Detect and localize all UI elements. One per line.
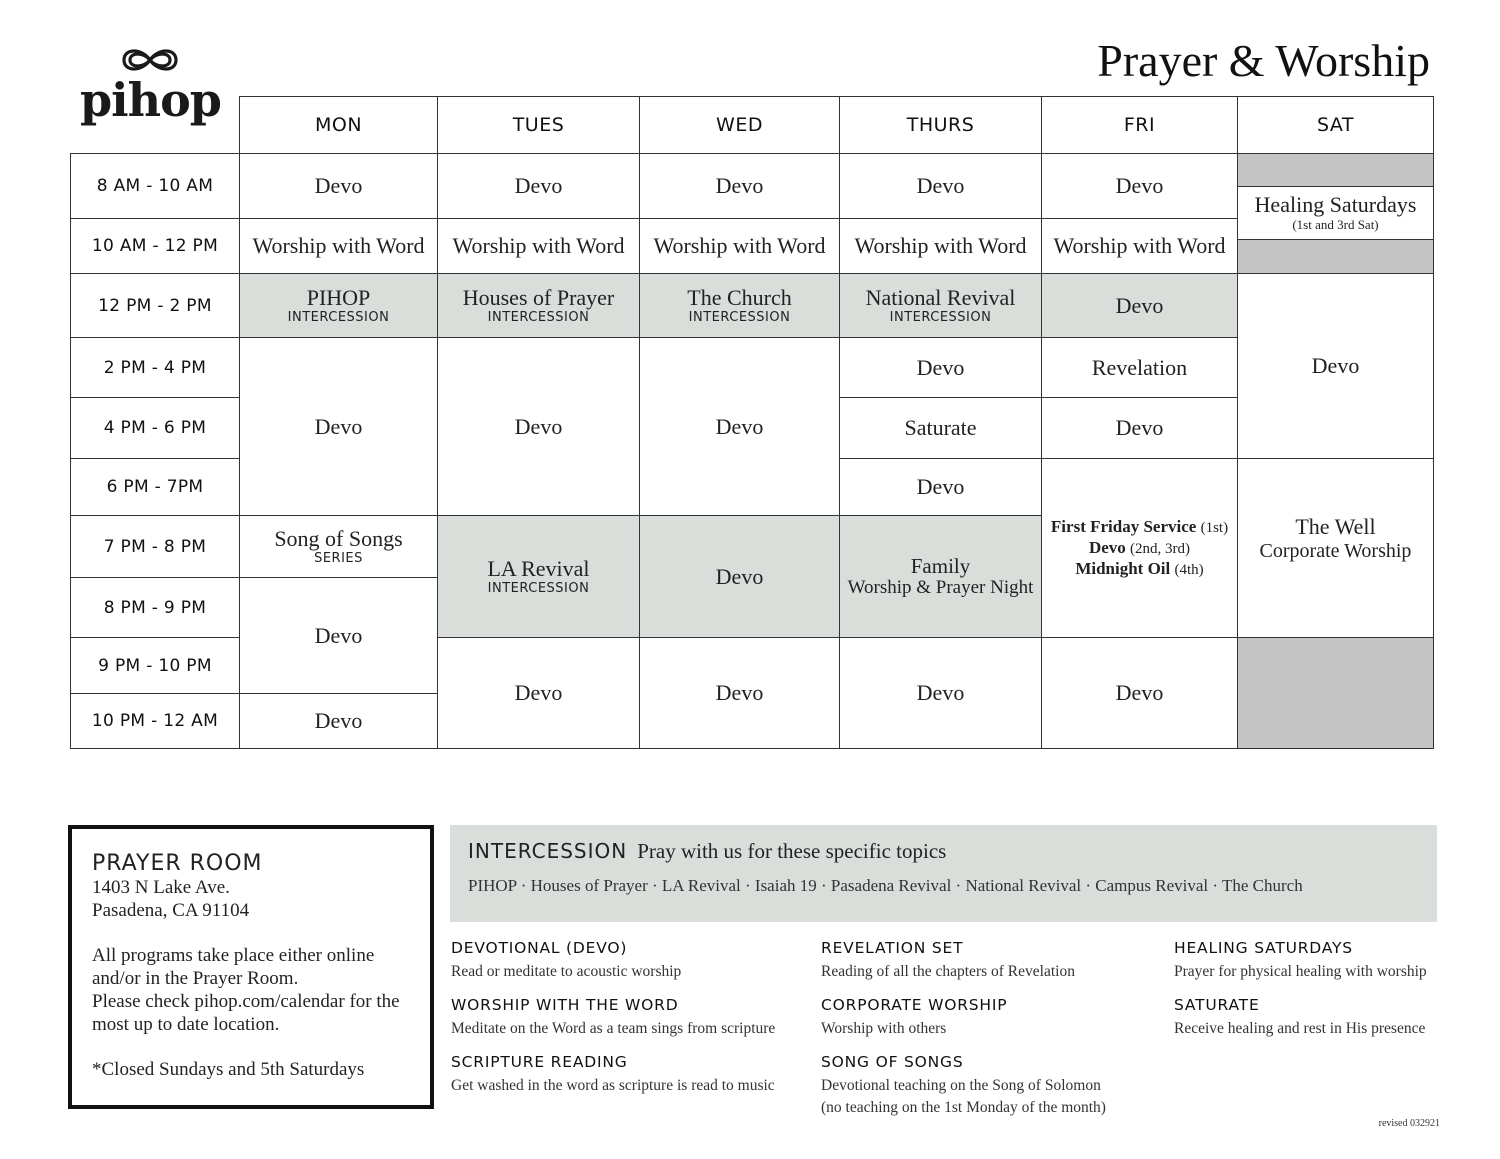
program-subtitle: INTERCESSION (287, 310, 390, 325)
definition-item (1174, 939, 1464, 983)
closed-block (1237, 239, 1434, 274)
program-title: Midnight Oil (1075, 558, 1171, 578)
program-cell-mon-10am: Worship with Word (239, 218, 438, 274)
time-slot: 2 PM - 4 PM (70, 337, 240, 398)
time-slot: 10 PM - 12 AM (70, 693, 240, 749)
day-header-sat: SAT (1237, 96, 1434, 154)
program-cell-thu-12pm (839, 273, 1042, 338)
program-cell-fri-10am: Worship with Word (1041, 218, 1238, 274)
program-subtitle: INTERCESSION (889, 310, 992, 325)
program-title: Family (910, 553, 971, 578)
definition-title: CORPORATE WORSHIP (821, 996, 1008, 1014)
definition-desc: Reading of all the chapters of Revelation (821, 963, 1075, 980)
info-line: most up to date location. (92, 1014, 280, 1035)
info-line: All programs take place either online (92, 945, 375, 966)
program-title-line2: Worship & Prayer Night (847, 576, 1034, 598)
program-cell-tue-8am: Devo (437, 153, 640, 219)
time-slot: 10 AM - 12 PM (70, 218, 240, 274)
devo-line (1089, 538, 1190, 559)
time-slot: 8 AM - 10 AM (70, 153, 240, 219)
intercession-title: INTERCESSION (468, 839, 628, 863)
definition-desc: Meditate on the Word as a team sings from scripture (451, 1020, 776, 1037)
program-cell-fri-2pm: Revelation (1041, 337, 1238, 398)
intercession-topics: PIHOP · Houses of Prayer · LA Revival · Isaiah 19 · Pasadena Revival · National Revival · Campus Revival · The Church (468, 876, 1303, 895)
first-friday-line (1051, 517, 1228, 538)
definition-item (451, 1053, 811, 1097)
day-header-wed: WED (639, 96, 840, 154)
program-cell-wed-7pm: Devo (639, 515, 840, 638)
time-slot: 7 PM - 8 PM (70, 515, 240, 578)
program-title: First Friday Service (1050, 516, 1197, 536)
program-title: Healing Saturdays (1254, 192, 1417, 217)
info-line: Please check pihop.com/calendar for the (92, 991, 400, 1012)
program-cell-fri-8am: Devo (1041, 153, 1238, 219)
time-slot: 6 PM - 7PM (70, 458, 240, 516)
program-cell-tue-2pm: Devo (437, 337, 640, 516)
definition-title: REVELATION SET (821, 939, 964, 957)
closed-block (1237, 153, 1434, 187)
prayer-room-title: PRAYER ROOM (92, 851, 263, 876)
program-note: (4th) (1174, 561, 1204, 578)
definition-item (1174, 996, 1464, 1040)
closed-note: *Closed Sundays and 5th Saturdays (92, 1059, 365, 1080)
definition-item (821, 1053, 1181, 1119)
definition-title: SONG OF SONGS (821, 1053, 964, 1071)
program-cell-fri-9pm: Devo (1041, 637, 1238, 749)
program-title: Houses of Prayer (462, 285, 615, 310)
definition-desc-line2: (no teaching on the 1st Monday of the month) (821, 1099, 1106, 1116)
definition-desc: Devotional teaching on the Song of Solomon (821, 1077, 1101, 1094)
program-cell-mon-10pm: Devo (239, 693, 438, 749)
program-note: (2nd, 3rd) (1130, 540, 1191, 557)
program-subtitle: SERIES (314, 551, 363, 566)
program-cell-mon-12pm (239, 273, 438, 338)
program-title: The Well (1295, 514, 1376, 539)
program-cell-wed-10am: Worship with Word (639, 218, 840, 274)
definition-title: SCRIPTURE READING (451, 1053, 628, 1071)
program-title-line2: Corporate Worship (1259, 540, 1412, 562)
definition-desc: Get washed in the word as scripture is read to music (451, 1077, 775, 1094)
definition-desc: Read or meditate to acoustic worship (451, 963, 682, 980)
program-cell-thu-2pm: Devo (839, 337, 1042, 398)
program-cell-thu-8am: Devo (839, 153, 1042, 219)
prayer-room-box (68, 825, 434, 1109)
program-cell-tue-9pm: Devo (437, 637, 640, 749)
page-title: Prayer & Worship (1097, 35, 1430, 86)
intercession-tagline: Pray with us for these specific topics (637, 839, 947, 863)
program-cell-thu-10am: Worship with Word (839, 218, 1042, 274)
program-cell-wed-8am: Devo (639, 153, 840, 219)
program-cell-tue-7pm (437, 515, 640, 638)
intercession-box (450, 825, 1437, 922)
program-cell-mon-8am: Devo (239, 153, 438, 219)
program-cell-thu-6pm: Devo (839, 458, 1042, 516)
program-cell-sat-12pm: Devo (1237, 273, 1434, 459)
info-line: and/or in the Prayer Room. (92, 968, 299, 989)
program-cell-sat-6pm (1237, 458, 1434, 638)
program-title: Devo (1088, 537, 1126, 557)
program-note: (1st) (1200, 519, 1229, 536)
address-line: 1403 N Lake Ave. (92, 877, 230, 898)
closed-block (1237, 637, 1434, 749)
program-cell-mon-7pm (239, 515, 438, 578)
definition-title: HEALING SATURDAYS (1174, 939, 1353, 957)
definition-title: WORSHIP WITH THE WORD (451, 996, 679, 1014)
program-subtitle: INTERCESSION (487, 581, 590, 596)
program-cell-wed-2pm: Devo (639, 337, 840, 516)
schedule-grid (70, 96, 1434, 749)
program-cell-thu-7pm (839, 515, 1042, 638)
program-title: PIHOP (306, 285, 371, 310)
time-slot: 12 PM - 2 PM (70, 273, 240, 338)
logo-wordmark: pihop (80, 73, 221, 127)
program-cell-fri-4pm: Devo (1041, 397, 1238, 459)
program-cell-wed-9pm: Devo (639, 637, 840, 749)
definition-desc: Receive healing and rest in His presence (1174, 1020, 1426, 1037)
definition-item (451, 996, 811, 1040)
program-cell-tue-12pm (437, 273, 640, 338)
definition-item (451, 939, 811, 983)
program-cell-wed-12pm (639, 273, 840, 338)
program-cell-sat-healing (1237, 186, 1434, 240)
day-header-tues: TUES (437, 96, 640, 154)
definition-item (821, 996, 1181, 1040)
program-cell-thu-4pm: Saturate (839, 397, 1042, 459)
program-cell-mon-8pm: Devo (239, 577, 438, 694)
program-note: (1st and 3rd Sat) (1292, 217, 1379, 232)
definition-desc: Worship with others (821, 1020, 947, 1037)
midnight-oil-line (1075, 559, 1203, 580)
revision-note: revised 032921 (1378, 1118, 1440, 1129)
program-title: Song of Songs (274, 526, 403, 551)
program-subtitle: INTERCESSION (688, 310, 791, 325)
day-header-mon: MON (239, 96, 438, 154)
time-slot: 8 PM - 9 PM (70, 577, 240, 638)
address-line: Pasadena, CA 91104 (92, 900, 250, 921)
program-cell-fri-12pm: Devo (1041, 273, 1238, 338)
program-cell-mon-2pm: Devo (239, 337, 438, 516)
program-cell-fri-6pm (1041, 458, 1238, 638)
definition-item (821, 939, 1181, 983)
program-subtitle: INTERCESSION (487, 310, 590, 325)
program-cell-thu-9pm: Devo (839, 637, 1042, 749)
program-cell-tue-10am: Worship with Word (437, 218, 640, 274)
time-slot: 9 PM - 10 PM (70, 637, 240, 694)
definition-title: SATURATE (1174, 996, 1260, 1014)
program-title: National Revival (865, 285, 1016, 310)
definition-desc: Prayer for physical healing with worship (1174, 963, 1427, 980)
definition-title: DEVOTIONAL (DEVO) (451, 939, 628, 957)
time-slot: 4 PM - 6 PM (70, 397, 240, 459)
day-header-fri: FRI (1041, 96, 1238, 154)
day-header-thurs: THURS (839, 96, 1042, 154)
program-title: The Church (687, 285, 792, 310)
program-title: LA Revival (487, 556, 590, 581)
